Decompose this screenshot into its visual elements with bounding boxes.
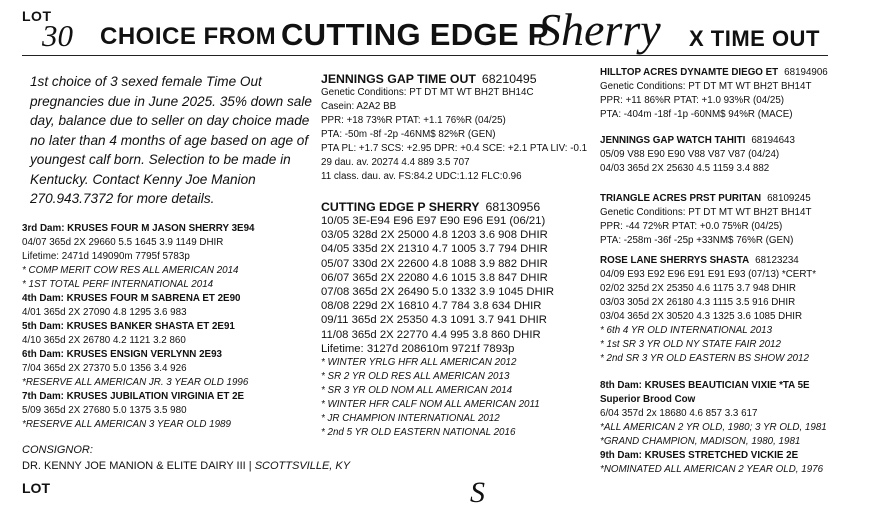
- line-text: 7/04 365d 2X 27370 5.0 1356 3.4 926: [22, 363, 187, 374]
- line-text: CUTTING EDGE P SHERRY: [321, 200, 480, 214]
- line-text: HILLTOP ACRES DYNAMTE DIEGO ET: [600, 67, 779, 78]
- sire-line: [321, 100, 587, 114]
- line-text: 10/05 3E-E94 E96 E97 E90 E96 E91 (06/21): [321, 215, 546, 227]
- line-text: Casein: A2A2 BB: [321, 101, 397, 112]
- registration-number: 68123234: [755, 255, 799, 266]
- eighth-ninth-dam-block: [600, 379, 827, 477]
- lot-label: LOT: [22, 8, 52, 24]
- pedigree-line: [600, 296, 816, 310]
- dam-line: [321, 271, 554, 285]
- consignor-line: [22, 460, 350, 472]
- consignor-label: CONSIGNOR:: [22, 444, 93, 456]
- pedigree-line: [22, 334, 254, 348]
- line-text: JENNINGS GAP TIME OUT: [321, 72, 476, 86]
- line-text: 06/07 365d 2X 22080 4.6 1015 3.8 847 DHIR: [321, 271, 548, 284]
- line-text: PPR: -44 72%R PTAT: +0.0 75%R (04/25): [600, 221, 783, 232]
- line-text: 05/09 V88 E90 E90 V88 V87 V87 (04/24): [600, 149, 780, 160]
- second-granddam-block: [600, 254, 816, 366]
- registration-number: 68210495: [481, 72, 537, 86]
- title-bold: CUTTING EDGE P: [281, 17, 549, 52]
- pedigree-line: [600, 421, 827, 435]
- line-text: 09/11 365d 2X 25350 4.3 1091 3.7 941 DHIR: [321, 314, 547, 327]
- line-text: PTA PL: +1.7 SCS: +2.95 DPR: +0.4 SCE: +2.1 PTA LIV: -0.1: [321, 143, 588, 154]
- sire-line: [321, 142, 587, 156]
- line-text: * SR 3 YR OLD NOM ALL AMERICAN 2014: [321, 385, 513, 397]
- line-text: PPR: +11 86%R PTAT: +1.0 93%R (04/25): [600, 95, 785, 106]
- line-text: Superior Brood Cow: [600, 394, 696, 405]
- line-text: PTA: -404m -18f -1p -60NM$ 94%R (MACE): [600, 109, 793, 120]
- line-text: PTA: -50m -8f -2p -46NM$ 82%R (GEN): [321, 129, 496, 140]
- line-text: 11 class. dau. av. FS:84.2 UDC:1.12 FLC:0.96: [321, 171, 522, 182]
- line-text: 6th Dam: KRUSES ENSIGN VERLYNN 2E93: [22, 349, 222, 360]
- line-text: *ALL AMERICAN 2 YR OLD, 1980; 3 YR OLD, 1981: [600, 422, 827, 433]
- pedigree-line: [22, 418, 254, 432]
- pedigree-line: [22, 320, 254, 334]
- line-text: *GRAND CHAMPION, MADISON, 1980, 1981: [600, 436, 801, 447]
- pedigree-line: [600, 134, 795, 148]
- line-text: 03/05 328d 2X 25000 4.8 1203 3.6 908 DHIR: [321, 229, 548, 242]
- pedigree-line: [600, 282, 816, 296]
- pedigree-line: [600, 80, 828, 94]
- line-text: *NOMINATED ALL AMERICAN 2 YEAR OLD, 1976: [600, 464, 824, 475]
- pedigree-line: [22, 362, 254, 376]
- pedigree-line: [600, 310, 816, 324]
- line-text: 4th Dam: KRUSES FOUR M SABRENA ET 2E90: [22, 293, 241, 304]
- pedigree-line: [600, 435, 827, 449]
- registration-number: 68130956: [485, 200, 541, 214]
- title-prefix: CHOICE FROM: [100, 23, 277, 50]
- title-script: Sherry: [538, 4, 661, 55]
- pedigree-line: [600, 352, 816, 366]
- pedigree-line: [22, 390, 254, 404]
- dam-line: [321, 328, 554, 342]
- line-text: 04/09 E93 E92 E96 E91 E91 E93 (07/13) *CERT*: [600, 269, 817, 280]
- line-text: PPR: +18 73%R PTAT: +1.1 76%R (04/25): [321, 115, 506, 126]
- pedigree-line: [600, 108, 828, 122]
- granddam-block: [600, 134, 795, 176]
- pedigree-line: [22, 376, 254, 390]
- pedigree-line: [600, 407, 827, 421]
- pedigree-line: [600, 220, 811, 234]
- consignor-separator: |: [248, 460, 252, 472]
- line-text: 4/10 365d 2X 26780 4.2 1121 3.2 860: [22, 335, 186, 346]
- sire-line: [321, 156, 587, 170]
- pedigree-line: [600, 393, 827, 407]
- line-text: 04/07 365d 2X 29660 5.5 1645 3.9 1149 DHIR: [22, 237, 224, 248]
- intro-paragraph: 1st choice of 3 sexed female Time Out pregnancies due in June 2025. 35% down sale day, balance due to seller on day choice made no later than 4 months of age based on age of youngest calf born. Selection to be made in Kentucky. Contact Kenny Joe Manion 270.943.7372 for more details.: [30, 74, 312, 206]
- sire-line: [321, 72, 587, 86]
- line-text: 3rd Dam: KRUSES FOUR M JASON SHERRY 3E94: [22, 223, 255, 234]
- registration-number: 68109245: [767, 193, 811, 204]
- dam-line: [321, 342, 554, 356]
- maternal-grandsire-block: [600, 66, 828, 122]
- registration-number: 68194643: [751, 135, 795, 146]
- line-text: * 1ST TOTAL PERF INTERNATIONAL 2014: [22, 279, 214, 290]
- pedigree-line: [22, 222, 254, 236]
- line-text: 08/08 229d 2X 16810 4.7 784 3.8 634 DHIR: [321, 300, 542, 313]
- line-text: Genetic Conditions: PT DT MT WT BH2T BH14T: [600, 207, 812, 218]
- line-text: TRIANGLE ACRES PRST PURITAN: [600, 193, 762, 204]
- sire-line: [321, 86, 587, 100]
- line-text: 05/07 330d 2X 22600 4.8 1088 3.9 882 DHIR: [321, 257, 548, 270]
- next-lot-label: LOT: [22, 480, 50, 496]
- pedigree-line: [600, 206, 811, 220]
- line-text: 4/01 365d 2X 27090 4.8 1295 3.6 983: [22, 307, 187, 318]
- pedigree-line: [22, 264, 254, 278]
- line-text: 04/03 365d 2X 25630 4.5 1159 3.4 882: [600, 163, 770, 174]
- registration-number: 68194906: [784, 67, 828, 78]
- line-text: 9th Dam: KRUSES STRETCHED VICKIE 2E: [600, 450, 799, 461]
- pedigree-line: [600, 379, 827, 393]
- pedigree-line: [600, 192, 811, 206]
- pedigree-line: [22, 348, 254, 362]
- line-text: 29 dau. av. 20274 4.4 889 3.5 707: [321, 157, 470, 168]
- dam-line: [321, 228, 554, 242]
- line-text: 04/05 335d 2X 21310 4.7 1005 3.7 794 DHIR: [321, 243, 548, 256]
- line-text: 03/04 365d 2X 30520 4.3 1325 3.6 1085 DHIR: [600, 311, 803, 322]
- pedigree-line: [22, 404, 254, 418]
- line-text: PTA: -258m -36f -25p +33NM$ 76%R (GEN): [600, 235, 794, 246]
- line-text: * JR CHAMPION INTERNATIONAL 2012: [321, 413, 500, 425]
- line-text: 5th Dam: KRUSES BANKER SHASTA ET 2E91: [22, 321, 235, 332]
- line-text: * WINTER HFR CALF NOM ALL AMERICAN 2011: [321, 399, 540, 411]
- pedigree-line: [600, 324, 816, 338]
- line-text: 8th Dam: KRUSES BEAUTICIAN VIXIE *TA 5E: [600, 380, 810, 391]
- line-text: Lifetime: 3127d 208610m 9721f 7893p: [321, 342, 515, 355]
- pedigree-line: [22, 306, 254, 320]
- line-text: ROSE LANE SHERRYS SHASTA: [600, 255, 750, 266]
- dam-line: [321, 285, 554, 299]
- pedigree-line: [600, 338, 816, 352]
- dam-line: [321, 426, 554, 440]
- line-text: 02/02 325d 2X 25350 4.6 1175 3.7 948 DHIR: [600, 283, 796, 294]
- line-text: * SR 2 YR OLD RES ALL AMERICAN 2013: [321, 371, 510, 383]
- line-text: JENNINGS GAP WATCH TAHITI: [600, 135, 746, 146]
- line-text: 11/08 365d 2X 22770 4.4 995 3.8 860 DHIR: [321, 328, 541, 341]
- line-text: Lifetime: 2471d 149090m 7795f 5783p: [22, 251, 190, 262]
- pedigree-line: [22, 236, 254, 250]
- next-lot-script-fragment: S: [470, 476, 485, 509]
- pedigree-line: [600, 254, 816, 268]
- dam-line: [321, 299, 554, 313]
- pedigree-line: [600, 234, 811, 248]
- dam-line: [321, 356, 554, 370]
- second-grandsire-block: [600, 192, 811, 248]
- pedigree-line: [600, 148, 795, 162]
- line-text: * WINTER YRLG HFR ALL AMERICAN 2012: [321, 357, 517, 369]
- pedigree-line: [600, 268, 816, 282]
- dam-line: [321, 214, 554, 228]
- pedigree-line: [22, 250, 254, 264]
- line-text: 6/04 357d 2x 18680 4.6 857 3.3 617: [600, 408, 758, 419]
- pedigree-line: [600, 449, 827, 463]
- sire-line: [321, 128, 587, 142]
- dam-line: [321, 412, 554, 426]
- dam-line: [321, 257, 554, 271]
- line-text: Genetic Conditions: PT DT MT WT BH2T BH14T: [600, 81, 812, 92]
- dam-line: [321, 200, 554, 214]
- title-suffix: X TIME OUT: [689, 26, 820, 51]
- dam-block: [321, 200, 554, 440]
- line-text: 07/08 365d 2X 26490 5.0 1332 3.9 1045 DHIR: [321, 286, 555, 299]
- pedigree-line: [22, 292, 254, 306]
- dam-line: [321, 242, 554, 256]
- consignor-location: SCOTTSVILLE, KY: [254, 460, 351, 472]
- header-rule: [22, 55, 828, 56]
- sire-line: [321, 114, 587, 128]
- line-text: * COMP MERIT COW RES ALL AMERICAN 2014: [22, 265, 239, 276]
- left-pedigree-column: [22, 222, 254, 432]
- line-text: Genetic Conditions: PT DT MT WT BH2T BH14C: [321, 87, 534, 98]
- pedigree-line: [600, 94, 828, 108]
- line-text: * 6th 4 YR OLD INTERNATIONAL 2013: [600, 325, 773, 336]
- lot-number: 30: [42, 18, 73, 53]
- dam-line: [321, 370, 554, 384]
- line-text: * 1st SR 3 YR OLD NY STATE FAIR 2012: [600, 339, 781, 350]
- sire-line: [321, 170, 587, 184]
- dam-line: [321, 384, 554, 398]
- pedigree-line: [600, 463, 827, 477]
- line-text: * 2nd SR 3 YR OLD EASTERN BS SHOW 2012: [600, 353, 809, 364]
- pedigree-line: [600, 162, 795, 176]
- consignor-name: DR. KENNY JOE MANION & ELITE DAIRY III: [22, 460, 246, 472]
- line-text: *RESERVE ALL AMERICAN JR. 3 YEAR OLD 1996: [22, 377, 249, 388]
- sire-block: [321, 72, 587, 184]
- dam-line: [321, 313, 554, 327]
- pedigree-line: [22, 278, 254, 292]
- line-text: 03/03 305d 2X 26180 4.3 1115 3.5 916 DHIR: [600, 297, 796, 308]
- line-text: * 2nd 5 YR OLD EASTERN NATIONAL 2016: [321, 427, 516, 439]
- line-text: 5/09 365d 2X 27680 5.0 1375 3.5 980: [22, 405, 187, 416]
- line-text: *RESERVE ALL AMERICAN 3 YEAR OLD 1989: [22, 419, 231, 430]
- line-text: 7th Dam: KRUSES JUBILATION VIRGINIA ET 2E: [22, 391, 245, 402]
- pedigree-line: [600, 66, 828, 80]
- dam-line: [321, 398, 554, 412]
